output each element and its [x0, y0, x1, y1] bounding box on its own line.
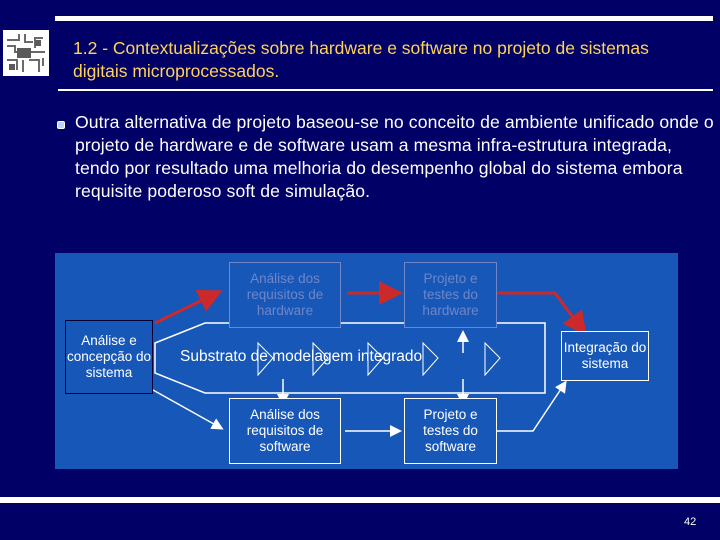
box-hw-requirements: Análise dos requisitos de hardware: [229, 262, 341, 328]
bottom-rule: [0, 497, 720, 503]
slide-title: 1.2 - Contextualizações sobre hardware e software no projeto de sistemas digitais microprocessados.: [73, 38, 649, 81]
title-underline: [58, 89, 713, 91]
top-rule: [55, 16, 713, 21]
body-paragraph: Outra alternativa de projeto baseou-se no conceito de ambiente unificado onde o projeto de hardware e de software usam a mesma infra-estrutura integrada, tendo por resultado uma melhoria do desempenho global do sistema embora requisite poderoso soft de simulação.: [75, 112, 714, 201]
box-hw-design: Projeto e testes do hardware: [404, 262, 497, 328]
design-flow-diagram: [55, 253, 678, 469]
bullet-icon: [57, 121, 65, 129]
box-system-concept: Análise e concepção do sistema: [65, 320, 153, 394]
box-system-integration: Integração do sistema: [561, 331, 649, 381]
page-number: 42: [684, 516, 697, 528]
circuit-board-icon: [3, 30, 49, 76]
arrow-to-sw-requirements: [153, 390, 221, 428]
substrate-label: Substrato de modelagem integrado: [180, 348, 423, 365]
box-sw-requirements: Análise dos requisitos de software: [229, 398, 341, 464]
arrow-to-hw-requirements: [155, 293, 217, 323]
box-sw-design: Projeto e testes do software: [404, 398, 497, 464]
